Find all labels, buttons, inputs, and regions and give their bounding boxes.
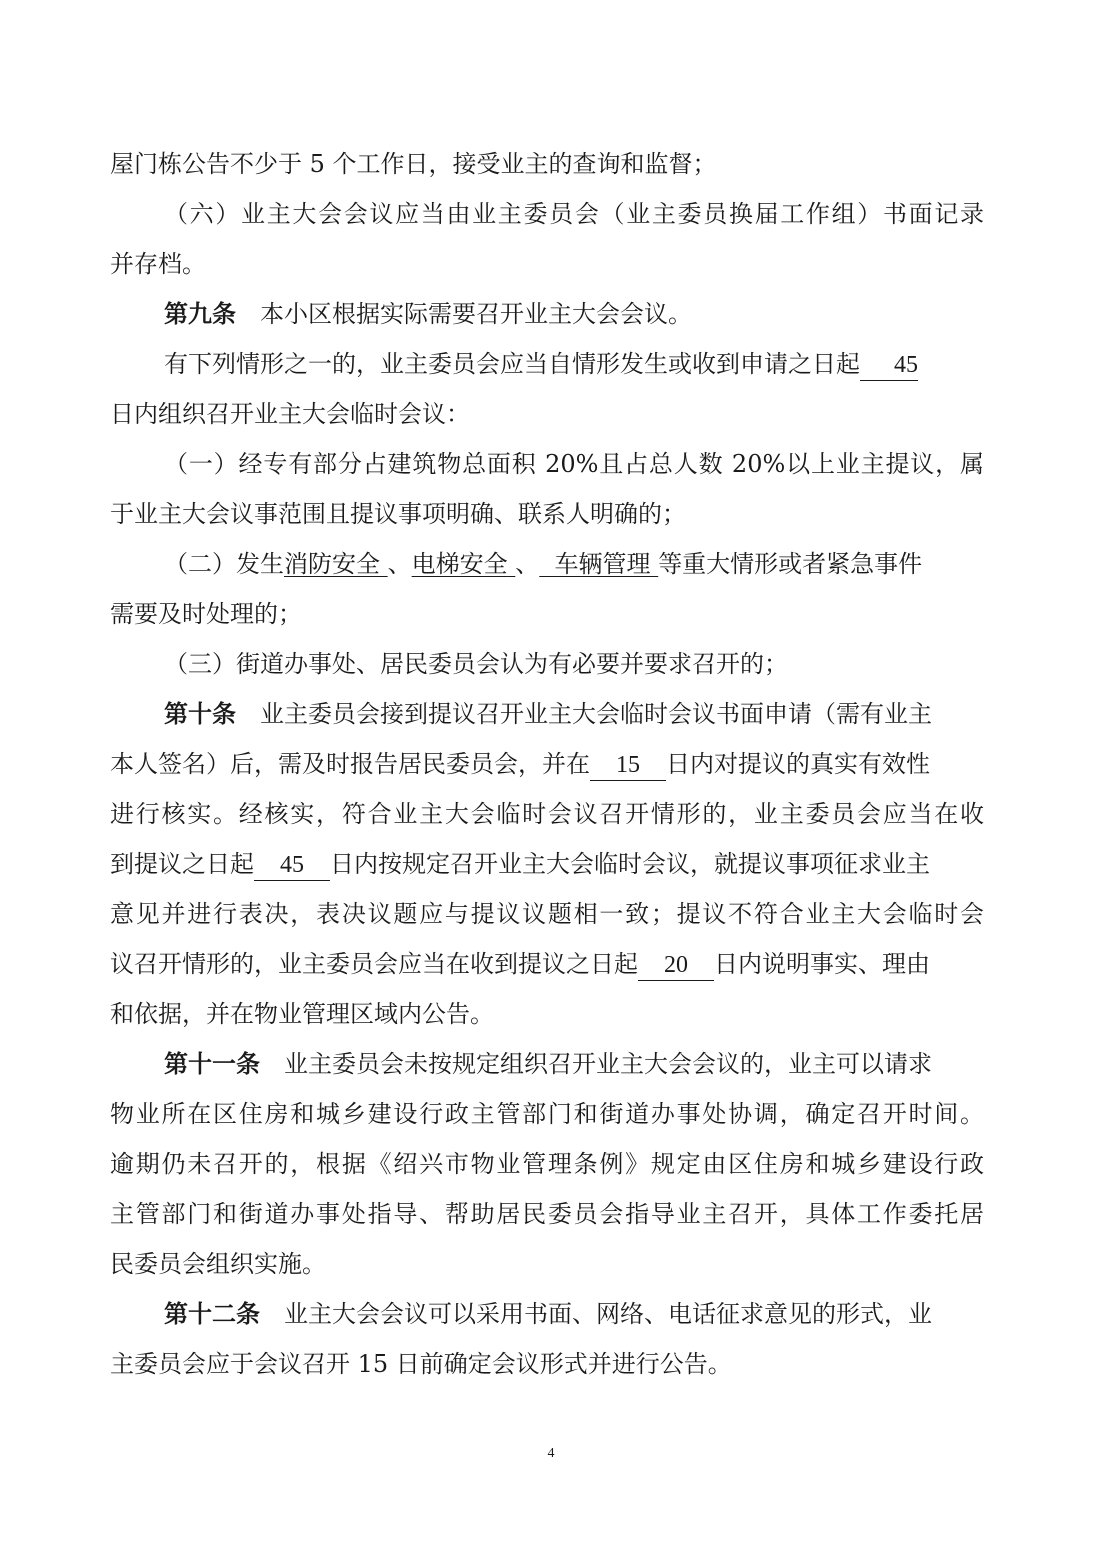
paragraph-text: 日内组织召开业主大会临时会议： <box>110 400 470 428</box>
text-line <box>110 139 717 189</box>
article-12-line <box>164 1289 932 1339</box>
article-11-line <box>164 1039 932 1089</box>
paragraph-text: 需要及时处理的； <box>110 600 302 628</box>
fill-blank-days: 15 <box>590 750 666 781</box>
paragraph-text: 等重大情形或者紧急事件 <box>658 550 923 578</box>
text-line <box>110 589 302 639</box>
article-10-text: 业主委员会接到提议召开业主大会临时会议书面申请（需有业主 <box>260 700 932 728</box>
fill-blank-days: 45 <box>860 350 918 381</box>
paragraph-text: 议召开情形的，业主委员会应当在收到提议之日起 <box>110 950 638 978</box>
paragraph-text: 主委员会应于会议召开 15 日前确定会议形式并进行公告。 <box>110 1350 732 1378</box>
paragraph-text: （二）发生 <box>164 550 284 578</box>
text-line <box>164 639 788 689</box>
text-line <box>110 839 930 889</box>
text-line <box>110 1189 984 1239</box>
article-12-text: 业主大会会议可以采用书面、网络、电话征求意见的形式，业 <box>284 1300 932 1328</box>
paragraph-text: 于业主大会议事范围且提议事项明确、联系人明确的； <box>110 500 686 528</box>
text-line <box>110 489 686 539</box>
text-line <box>110 889 984 939</box>
text-line <box>110 939 930 989</box>
paragraph-text: 日内对提议的真实有效性 <box>666 750 930 778</box>
text-line <box>164 189 984 239</box>
underlined-item-elevator-safety: 电梯安全 <box>411 550 508 578</box>
text-line <box>164 539 922 589</box>
underlined-item-fire-safety: 消防安全 <box>284 550 380 578</box>
article-11-title: 第十一条 <box>164 1049 260 1078</box>
paragraph-text: 民委员会组织实施。 <box>110 1250 326 1278</box>
page-number: 4 <box>547 1446 555 1461</box>
text-line <box>110 1239 326 1289</box>
article-9-title: 第九条 <box>164 299 236 328</box>
text-line <box>110 989 494 1039</box>
text-line <box>164 439 984 489</box>
paragraph-text: 日内说明事实、理由 <box>714 950 930 978</box>
text-line <box>164 339 918 389</box>
paragraph-text: 意见并进行表决，表决议题应与提议议题相一致；提议不符合业主大会临时会 <box>110 900 984 928</box>
text-line <box>110 1339 732 1389</box>
paragraph-text: 进行核实。经核实，符合业主大会临时会议召开情形的，业主委员会应当在收 <box>110 800 984 828</box>
text-line <box>110 239 206 289</box>
paragraph-text: 逾期仍未召开的，根据《绍兴市物业管理条例》规定由区住房和城乡建设行政 <box>110 1150 984 1178</box>
paragraph-text: 并存档。 <box>110 250 206 278</box>
text-line <box>110 1139 984 1189</box>
paragraph-text: 有下列情形之一的，业主委员会应当自情形发生或收到申请之日起 <box>164 350 860 378</box>
fill-blank-days: 45 <box>254 850 330 881</box>
paragraph-text: 物业所在区住房和城乡建设行政主管部门和街道办事处协调，确定召开时间。 <box>110 1100 984 1128</box>
paragraph-text: 本人签名）后，需及时报告居民委员会，并在 <box>110 750 590 778</box>
paragraph-text: （六）业主大会会议应当由业主委员会（业主委员换届工作组）书面记录 <box>164 200 984 228</box>
article-12-title: 第十二条 <box>164 1299 260 1328</box>
paragraph-text: （一）经专有部分占建筑物总面积 20%且占总人数 20%以上业主提议，属 <box>164 450 984 478</box>
paragraph-text: 到提议之日起 <box>110 850 254 878</box>
paragraph-text: （三）街道办事处、居民委员会认为有必要并要求召开的； <box>164 650 788 678</box>
separator: 、 <box>515 550 540 578</box>
article-9-line <box>164 289 692 339</box>
paragraph-text: 和依据，并在物业管理区域内公告。 <box>110 1000 494 1028</box>
article-10-line <box>164 689 932 739</box>
article-10-title: 第十条 <box>164 699 236 728</box>
text-line <box>110 789 984 839</box>
paragraph-text: 日内按规定召开业主大会临时会议，就提议事项征求业主 <box>330 850 930 878</box>
underlined-item-vehicle-management: 车辆管理 <box>554 550 651 578</box>
article-9-text: 本小区根据实际需要召开业主大会会议。 <box>260 300 692 328</box>
text-line <box>110 739 930 789</box>
article-11-text: 业主委员会未按规定组织召开业主大会会议的，业主可以请求 <box>284 1050 932 1078</box>
fill-blank-days: 20 <box>638 950 714 981</box>
paragraph-text: 主管部门和街道办事处指导、帮助居民委员会指导业主召开，具体工作委托居 <box>110 1200 984 1228</box>
text-line <box>110 389 470 439</box>
paragraph-text: 屋门栋公告不少于 5 个工作日，接受业主的查询和监督； <box>110 150 717 178</box>
text-line <box>110 1089 984 1139</box>
separator: 、 <box>387 550 412 578</box>
